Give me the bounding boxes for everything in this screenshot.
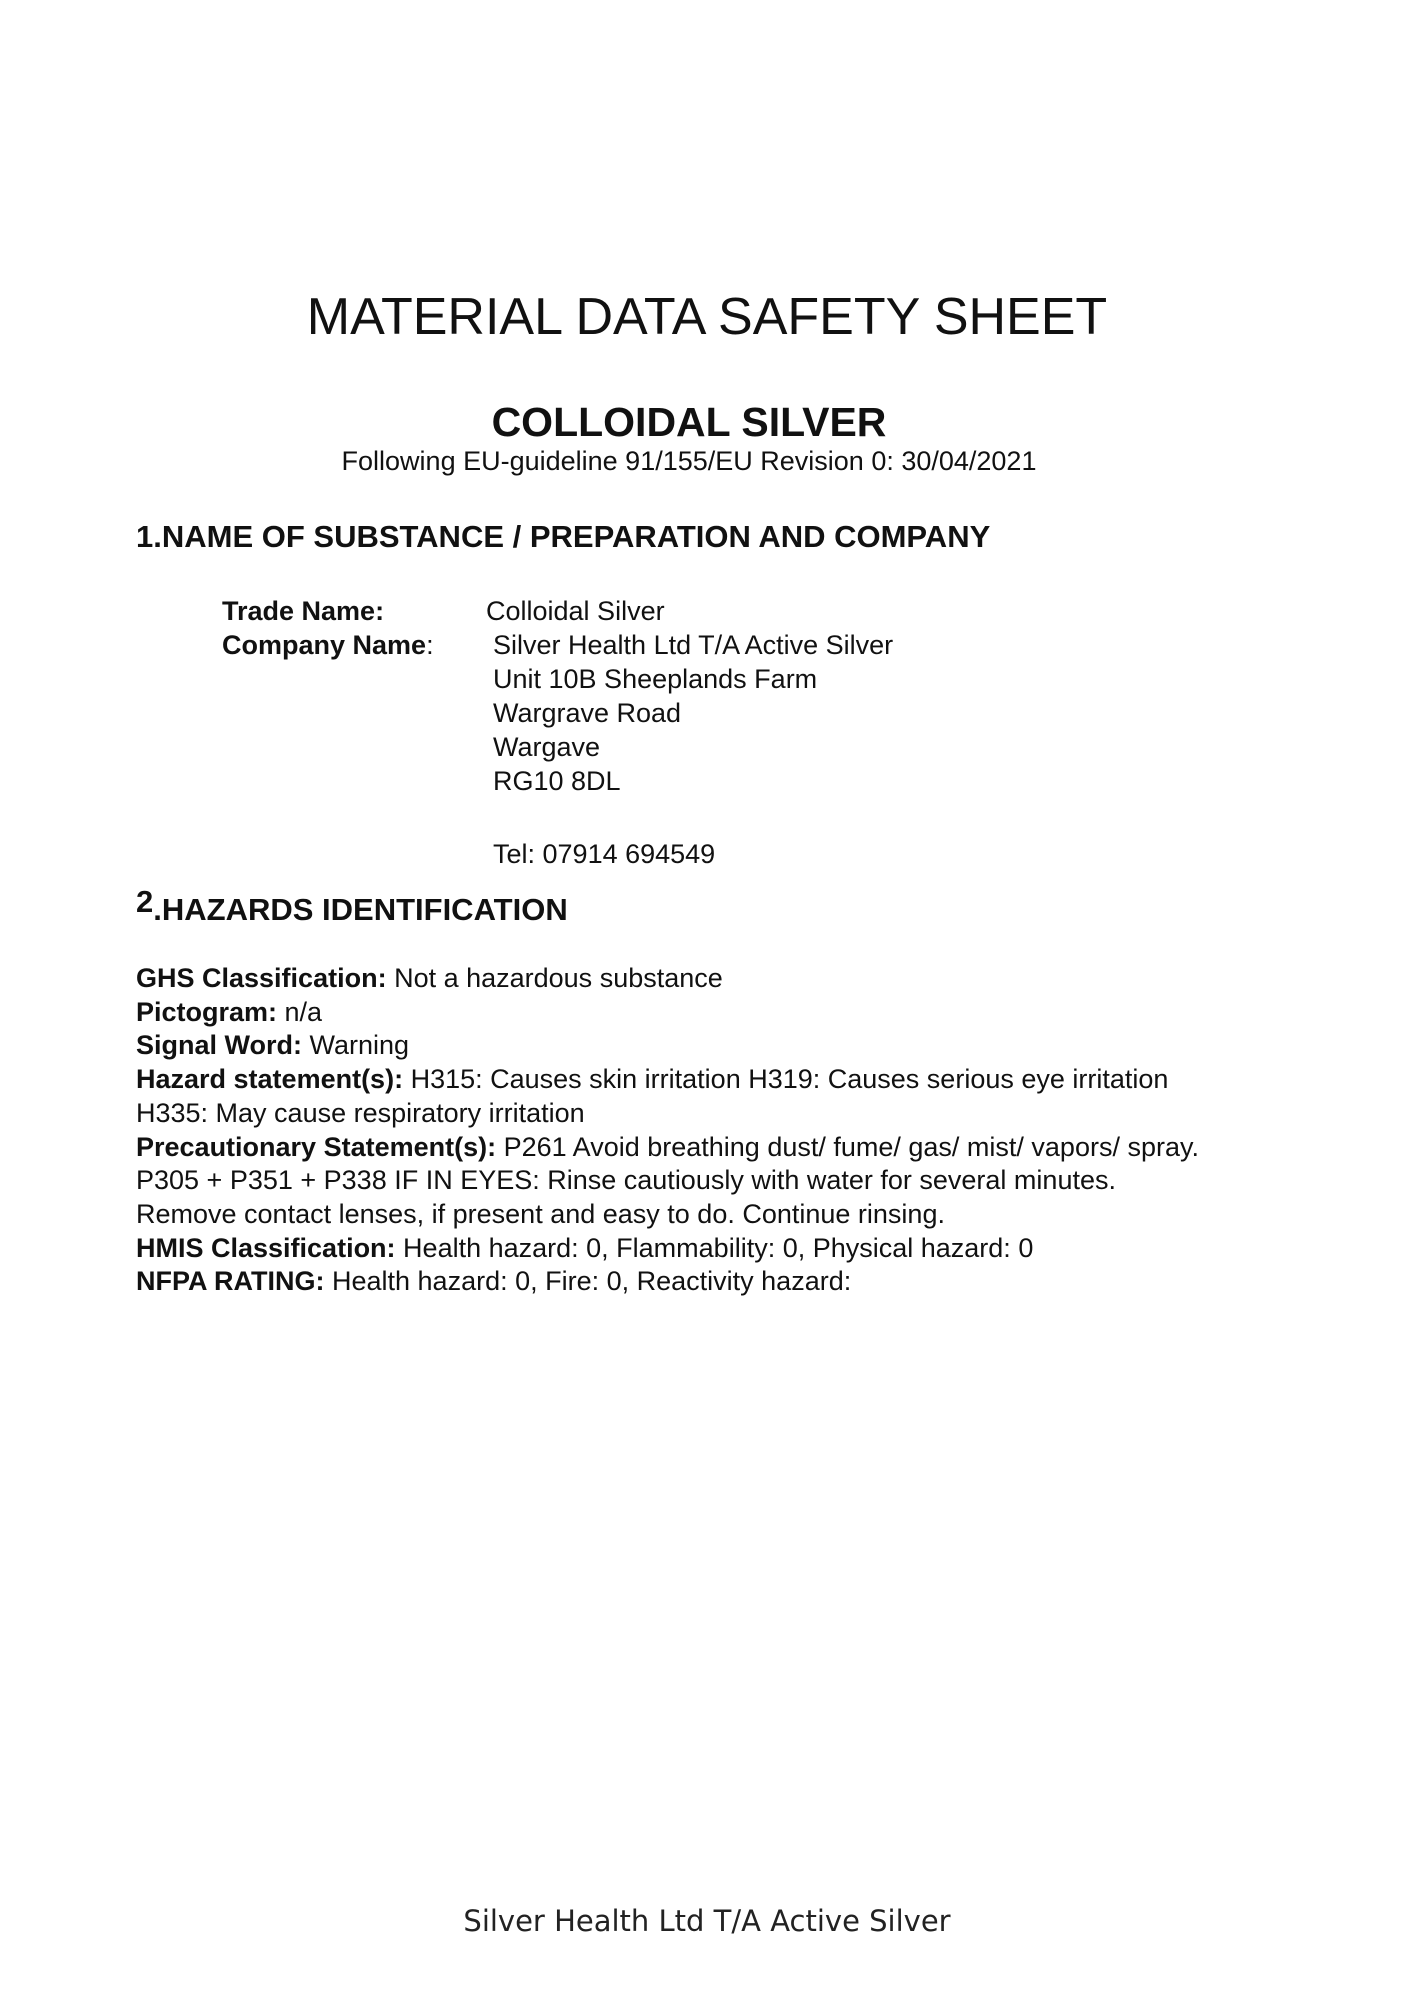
nfpa-rating	[136, 1265, 1336, 1299]
trade-name-value: Colloidal Silver	[486, 596, 665, 626]
hazard-statements-value: H315: Causes skin irritation H319: Causes serious eye irritation	[403, 1064, 1169, 1095]
company-name-label-text: Company Name	[222, 630, 427, 660]
company-line-1: Silver Health Ltd T/A Active Silver	[493, 630, 894, 660]
signal-word	[136, 1029, 1336, 1063]
document-title: MATERIAL DATA SAFETY SHEET	[306, 288, 1108, 346]
hmis-label: HMIS Classification:	[136, 1232, 396, 1263]
company-line-4: Wargave	[493, 732, 601, 762]
precautionary-statements	[136, 1131, 1336, 1165]
hmis-classification	[136, 1232, 1336, 1266]
product-title: COLLOIDAL SILVER	[491, 399, 887, 445]
hazard-statements	[136, 1063, 1336, 1097]
pictogram-label: Pictogram:	[136, 996, 278, 1027]
company-line-5: RG10 8DL	[493, 766, 621, 796]
pictogram-value: n/a	[277, 996, 323, 1027]
hmis-value: Health hazard: 0, Flammability: 0, Physical hazard: 0	[395, 1232, 1034, 1263]
ghs-value: Not a hazardous substance	[386, 963, 723, 993]
nfpa-label: NFPA RATING:	[136, 1266, 325, 1297]
trade-name-label: Trade Name:	[222, 596, 385, 626]
company-telephone: Tel: 07914 694549	[493, 839, 716, 869]
precautionary-statements-label: Precautionary Statement(s):	[136, 1131, 497, 1162]
guideline-subtitle: Following EU-guideline 91/155/EU Revision 0: 30/04/2021	[341, 446, 1037, 476]
hazards-block	[136, 962, 1336, 1299]
company-name-colon: :	[426, 630, 434, 660]
signal-word-value: Warning	[302, 1030, 410, 1061]
section-1-heading: 1.NAME OF SUBSTANCE / PREPARATION AND COMPANY	[136, 519, 991, 554]
company-name-label	[222, 629, 434, 661]
page-footer: Silver Health Ltd T/A Active Silver	[463, 1904, 951, 1938]
precautionary-statements-line-2: P305 + P351 + P338 IF IN EYES: Rinse cautiously with water for several minutes.	[136, 1165, 1116, 1196]
hazard-statements-label: Hazard statement(s):	[136, 1064, 404, 1095]
company-line-3: Wargrave Road	[493, 698, 682, 728]
section-2-heading-text: .HAZARDS IDENTIFICATION	[153, 892, 568, 927]
precautionary-statements-line-3: Remove contact lenses, if present and easy to do. Continue rinsing.	[136, 1198, 945, 1229]
pictogram	[136, 996, 1336, 1030]
ghs-classification	[136, 962, 1336, 996]
company-line-2: Unit 10B Sheeplands Farm	[493, 664, 818, 694]
section-2-heading	[136, 884, 568, 928]
ghs-label: GHS Classification:	[136, 963, 387, 993]
nfpa-value: Health hazard: 0, Fire: 0, Reactivity hazard:	[324, 1266, 852, 1297]
signal-word-label: Signal Word:	[136, 1030, 302, 1061]
precautionary-statements-value: P261 Avoid breathing dust/ fume/ gas/ mist/ vapors/ spray.	[496, 1131, 1199, 1162]
section-2-number: 2	[136, 884, 154, 919]
hazard-statements-continued: H335: May cause respiratory irritation	[136, 1097, 585, 1128]
